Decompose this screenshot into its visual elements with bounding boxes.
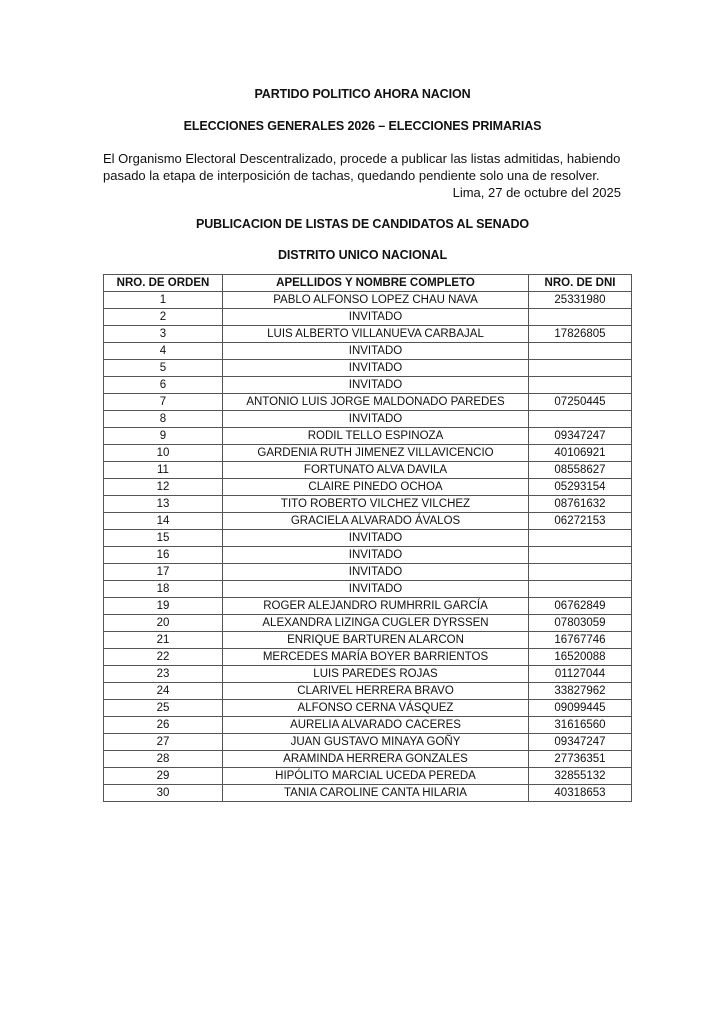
cell-dni (529, 547, 632, 564)
cell-order: 11 (104, 462, 223, 479)
cell-dni (529, 343, 632, 360)
cell-order: 25 (104, 700, 223, 717)
cell-order: 18 (104, 581, 223, 598)
cell-order: 30 (104, 785, 223, 802)
cell-dni: 05293154 (529, 479, 632, 496)
table-row (104, 445, 632, 462)
cell-name: ANTONIO LUIS JORGE MALDONADO PAREDES (223, 394, 529, 411)
header-dni: NRO. DE DNI (529, 275, 632, 292)
cell-dni: 06762849 (529, 598, 632, 615)
cell-order: 9 (104, 428, 223, 445)
table-row (104, 343, 632, 360)
cell-dni (529, 309, 632, 326)
election-title: ELECCIONES GENERALES 2026 – ELECCIONES PRIMARIAS (183, 119, 542, 133)
cell-order: 6 (104, 377, 223, 394)
cell-name: CLAIRE PINEDO OCHOA (223, 479, 529, 496)
table-row (104, 564, 632, 581)
cell-name: TANIA CAROLINE CANTA HILARIA (223, 785, 529, 802)
cell-name: ENRIQUE BARTUREN ALARCON (223, 632, 529, 649)
cell-name: HIPÓLITO MARCIAL UCEDA PEREDA (223, 768, 529, 785)
cell-name: LUIS PAREDES ROJAS (223, 666, 529, 683)
cell-name: INVITADO (223, 411, 529, 428)
cell-dni: 07250445 (529, 394, 632, 411)
table-body (104, 292, 632, 802)
cell-order: 19 (104, 598, 223, 615)
cell-name: INVITADO (223, 343, 529, 360)
table-row (104, 700, 632, 717)
table-row (104, 496, 632, 513)
cell-name: CLARIVEL HERRERA BRAVO (223, 683, 529, 700)
cell-dni: 08761632 (529, 496, 632, 513)
cell-order: 24 (104, 683, 223, 700)
cell-name: INVITADO (223, 581, 529, 598)
cell-dni: 08558627 (529, 462, 632, 479)
cell-order: 5 (104, 360, 223, 377)
cell-name: FORTUNATO ALVA DAVILA (223, 462, 529, 479)
cell-name: ARAMINDA HERRERA GONZALES (223, 751, 529, 768)
cell-dni: 09099445 (529, 700, 632, 717)
cell-order: 8 (104, 411, 223, 428)
table-row (104, 377, 632, 394)
cell-order: 7 (104, 394, 223, 411)
table-row (104, 768, 632, 785)
party-title: PARTIDO POLITICO AHORA NACION (254, 87, 471, 101)
cell-dni (529, 530, 632, 547)
list-title: PUBLICACION DE LISTAS DE CANDIDATOS AL SENADO (195, 217, 530, 231)
table-header-row (104, 275, 632, 292)
table-row (104, 462, 632, 479)
table-row (104, 479, 632, 496)
header-order: NRO. DE ORDEN (104, 275, 223, 292)
cell-order: 10 (104, 445, 223, 462)
table-row (104, 530, 632, 547)
cell-dni: 01127044 (529, 666, 632, 683)
cell-name: ROGER ALEJANDRO RUMHRRIL GARCÍA (223, 598, 529, 615)
cell-dni: 16767746 (529, 632, 632, 649)
table-row (104, 309, 632, 326)
cell-order: 23 (104, 666, 223, 683)
cell-dni: 17826805 (529, 326, 632, 343)
cell-name: TITO ROBERTO VILCHEZ VILCHEZ (223, 496, 529, 513)
cell-order: 22 (104, 649, 223, 666)
table-row (104, 666, 632, 683)
cell-dni: 32855132 (529, 768, 632, 785)
cell-order: 20 (104, 615, 223, 632)
cell-dni: 07803059 (529, 615, 632, 632)
cell-name: INVITADO (223, 377, 529, 394)
table-row (104, 785, 632, 802)
table-row (104, 717, 632, 734)
cell-name: RODIL TELLO ESPINOZA (223, 428, 529, 445)
cell-name: JUAN GUSTAVO MINAYA GOÑY (223, 734, 529, 751)
cell-name: AURELIA ALVARADO CACERES (223, 717, 529, 734)
cell-order: 15 (104, 530, 223, 547)
cell-dni: 09347247 (529, 428, 632, 445)
cell-dni (529, 360, 632, 377)
cell-dni (529, 377, 632, 394)
cell-order: 14 (104, 513, 223, 530)
table-row (104, 411, 632, 428)
cell-order: 12 (104, 479, 223, 496)
cell-order: 26 (104, 717, 223, 734)
cell-name: INVITADO (223, 547, 529, 564)
cell-name: PABLO ALFONSO LOPEZ CHAU NAVA (223, 292, 529, 309)
table-row (104, 598, 632, 615)
cell-order: 27 (104, 734, 223, 751)
cell-name: LUIS ALBERTO VILLANUEVA CARBAJAL (223, 326, 529, 343)
table-row (104, 394, 632, 411)
cell-name: GRACIELA ALVARADO ÁVALOS (223, 513, 529, 530)
table-row (104, 649, 632, 666)
candidates-table (103, 274, 632, 802)
table-row (104, 734, 632, 751)
cell-dni: 16520088 (529, 649, 632, 666)
table-row (104, 581, 632, 598)
table-row (104, 615, 632, 632)
header-name: APELLIDOS Y NOMBRE COMPLETO (223, 275, 529, 292)
cell-name: MERCEDES MARÍA BOYER BARRIENTOS (223, 649, 529, 666)
table-row (104, 360, 632, 377)
table-row (104, 632, 632, 649)
cell-dni (529, 411, 632, 428)
cell-order: 3 (104, 326, 223, 343)
cell-dni: 31616560 (529, 717, 632, 734)
district-title: DISTRITO UNICO NACIONAL (278, 248, 447, 262)
cell-name: INVITADO (223, 309, 529, 326)
intro-paragraph (103, 150, 623, 184)
cell-dni: 40318653 (529, 785, 632, 802)
intro-line: pasado la etapa de interposición de tachas, quedando pendiente solo una de resolver. (103, 168, 600, 183)
cell-order: 28 (104, 751, 223, 768)
cell-name: ALEXANDRA LIZINGA CUGLER DYRSSEN (223, 615, 529, 632)
table-row (104, 428, 632, 445)
cell-dni: 06272153 (529, 513, 632, 530)
cell-dni: 40106921 (529, 445, 632, 462)
cell-order: 2 (104, 309, 223, 326)
cell-dni: 27736351 (529, 751, 632, 768)
cell-dni: 25331980 (529, 292, 632, 309)
table-row (104, 547, 632, 564)
intro-line: El Organismo Electoral Descentralizado, procede a publicar las listas admitidas, habiendo (103, 151, 621, 166)
cell-order: 17 (104, 564, 223, 581)
table-row (104, 751, 632, 768)
cell-dni (529, 581, 632, 598)
cell-dni: 33827962 (529, 683, 632, 700)
cell-order: 29 (104, 768, 223, 785)
cell-order: 13 (104, 496, 223, 513)
cell-order: 4 (104, 343, 223, 360)
cell-name: INVITADO (223, 360, 529, 377)
cell-order: 16 (104, 547, 223, 564)
cell-name: INVITADO (223, 564, 529, 581)
cell-dni (529, 564, 632, 581)
cell-name: GARDENIA RUTH JIMENEZ VILLAVICENCIO (223, 445, 529, 462)
place-date: Lima, 27 de octubre del 2025 (452, 185, 621, 200)
cell-order: 21 (104, 632, 223, 649)
table-row (104, 683, 632, 700)
cell-order: 1 (104, 292, 223, 309)
table-row (104, 513, 632, 530)
cell-dni: 09347247 (529, 734, 632, 751)
table-row (104, 292, 632, 309)
table-row (104, 326, 632, 343)
cell-name: INVITADO (223, 530, 529, 547)
cell-name: ALFONSO CERNA VÁSQUEZ (223, 700, 529, 717)
